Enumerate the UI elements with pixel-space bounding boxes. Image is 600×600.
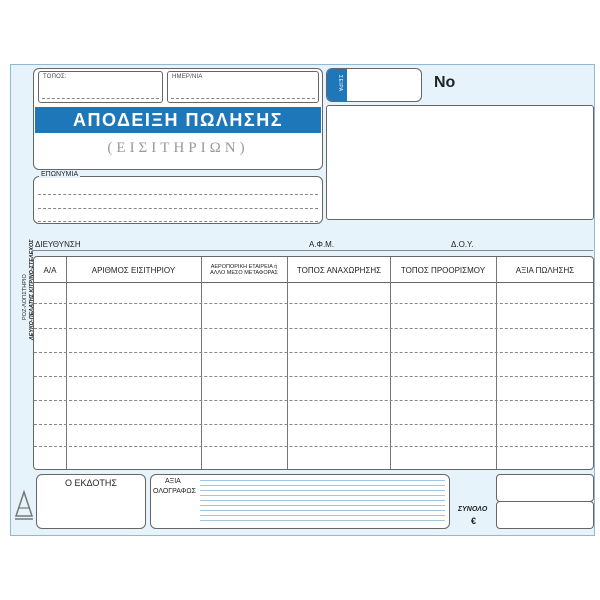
table-row (34, 376, 593, 377)
table-row (34, 352, 593, 353)
col-header-ticket-number: ΑΡΙΘΜΟΣ ΕΙΣΙΤΗΡΙΟΥ (91, 265, 176, 275)
col-divider (201, 257, 202, 469)
series-label: ΣΕΙΡΑ (337, 75, 343, 92)
table-row (34, 424, 593, 425)
tax-office-label: Δ.Ο.Υ. (451, 240, 474, 249)
name-line-3 (38, 221, 318, 222)
name-label: ΕΠΩΝΥΜΙΑ (41, 171, 79, 178)
amount-words-label-1: ΑΞΙΑ (165, 478, 181, 485)
col-divider (287, 257, 288, 469)
date-label: ΗΜΕΡ/ΝΙΑ (172, 74, 203, 80)
number-label: No (434, 74, 456, 91)
col-divider (66, 257, 67, 469)
issuer-label: Ο ΕΚΔΟΤΗΣ (65, 478, 117, 488)
table-row (34, 303, 593, 304)
document-subtitle: (ΕΙΣΙΤΗΡΙΩΝ) (107, 140, 249, 156)
col-header-index: Α/Α (43, 265, 57, 275)
col-header-carrier: ΑΕΡΟΠΟΡΙΚΗ ΕΤΑΙΡΕΙΑ ή ΑΛΛΟ ΜΕΣΟ ΜΕΤΑΦΟΡΑΣ (210, 263, 278, 276)
date-line (171, 98, 315, 99)
copy-color-line-2: ΛΕΥΚΟ-ΠΕΛΑΤΗΣ ΚΙΤΡΙΝΟ-ΣΤΕΛΕΧΟΣ (29, 239, 35, 340)
document-title: ΑΠΟΔΕΙΞΗ ΠΩΛΗΣΗΣ (35, 107, 321, 133)
currency-symbol: € (471, 516, 477, 526)
series-tab (327, 69, 347, 101)
vat-label: Α.Φ.Μ. (309, 240, 335, 249)
col-divider (390, 257, 391, 469)
total-label: ΣΥΝΟΛΟ (458, 506, 488, 513)
address-line (33, 250, 593, 251)
issuer-signature-box[interactable] (36, 474, 146, 529)
col-divider (496, 257, 497, 469)
copy-color-line-1: ΡΟΖ-ΛΟΓΙΣΤΗΡΙΟ (22, 274, 28, 320)
subtotal-box[interactable] (496, 474, 594, 502)
table-row (34, 446, 593, 447)
items-table (33, 256, 594, 470)
name-box[interactable] (33, 176, 323, 224)
col-header-destination: ΤΟΠΟΣ ΠΡΟΟΡΙΣΜΟΥ (400, 265, 486, 275)
publisher-logo-icon (14, 488, 34, 522)
amount-words-lines (200, 480, 445, 524)
col-header-sale-value: ΑΞΙΑ ΠΩΛΗΣΗΣ (515, 265, 575, 275)
address-label: ΔΙΕΥΘΥΝΣΗ (35, 240, 81, 249)
name-line-1 (38, 194, 318, 195)
table-header-line (34, 282, 593, 283)
issuer-stamp-area (326, 105, 594, 220)
col-header-departure: ΤΟΠΟΣ ΑΝΑΧΩΡΗΣΗΣ (296, 265, 382, 275)
total-box[interactable] (496, 501, 594, 529)
place-label: ΤΟΠΟΣ: (43, 74, 67, 80)
table-row (34, 328, 593, 329)
place-line (42, 98, 159, 99)
name-line-2 (38, 208, 318, 209)
amount-words-label-2: ΟΛΟΓΡΑΦΩΣ (153, 488, 196, 495)
table-row (34, 400, 593, 401)
